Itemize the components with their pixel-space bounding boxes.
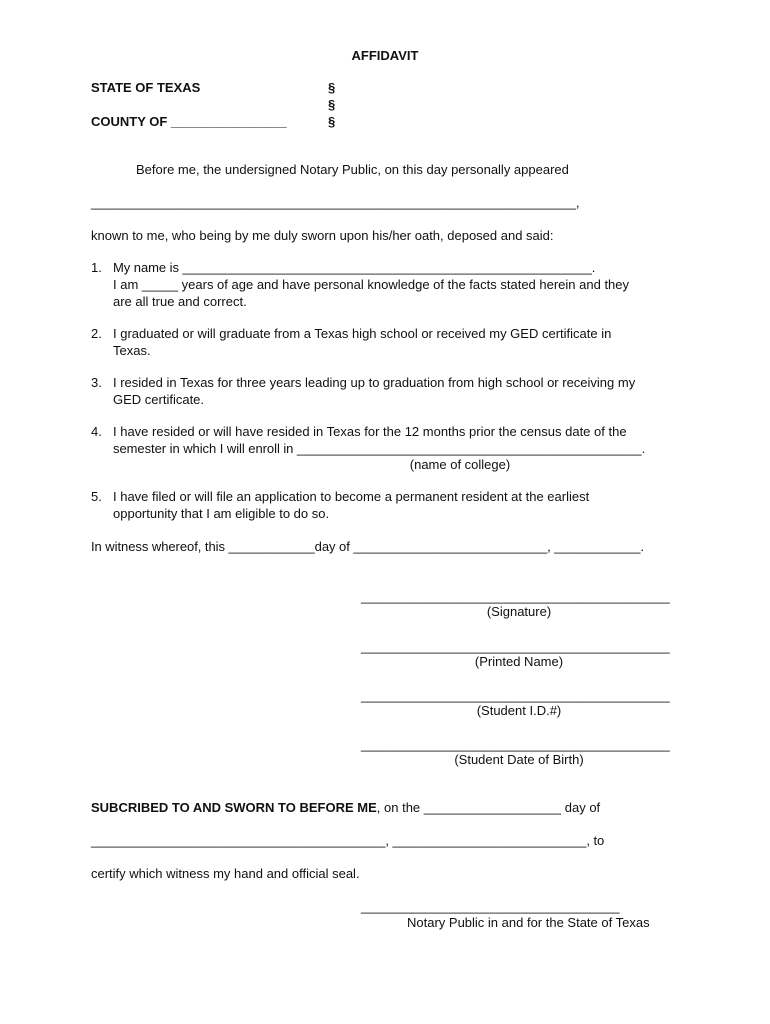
sworn-heading: SUBCRIBED TO AND SWORN TO BEFORE ME <box>91 800 377 815</box>
printed-name-line: ___________________________________________ <box>361 639 670 654</box>
sworn-line <box>91 800 600 816</box>
item-line: GED certificate. <box>113 392 205 407</box>
item-number: 5. <box>91 489 102 504</box>
printed-name-caption: (Printed Name) <box>474 654 564 669</box>
sworn-date-line: _________________________________________, ___________________________, to <box>91 833 605 848</box>
state-label: STATE OF TEXAS <box>91 80 201 95</box>
item-line: opportunity that I am eligible to do so. <box>113 506 330 521</box>
item-line: I am _____ years of age and have personal knowledge of the facts stated herein and they <box>113 277 630 292</box>
signature-line: ___________________________________________ <box>361 589 670 604</box>
item-line: Texas. <box>113 343 151 358</box>
item-line: I have resided or will have resided in Texas for the 12 months prior the census date of the <box>113 424 627 439</box>
item-number: 1. <box>91 260 102 275</box>
item-line: I have filed or will file an application to become a permanent resident at the earliest <box>113 489 590 504</box>
item-number: 3. <box>91 375 102 390</box>
student-id-line: ___________________________________________ <box>361 688 670 703</box>
student-id-caption: (Student I.D.#) <box>476 703 562 718</box>
section-mark: § <box>328 80 336 95</box>
document-title: AFFIDAVIT <box>351 48 419 63</box>
item-line: My name is _________________________________________________________. <box>113 260 596 275</box>
section-mark: § <box>328 97 336 112</box>
item-line: I resided in Texas for three years leading up to graduation from high school or receiving my <box>113 375 636 390</box>
college-caption: (name of college) <box>409 457 511 472</box>
birth-date-line: ___________________________________________ <box>361 737 670 752</box>
item-line: are all true and correct. <box>113 294 247 309</box>
birth-date-caption: (Student Date of Birth) <box>454 752 584 767</box>
section-mark: § <box>328 114 336 129</box>
item-line: semester in which I will enroll in ________________________________________________. <box>113 441 646 456</box>
notary-caption: Notary Public in and for the State of Texas <box>407 915 650 930</box>
oath-line: known to me, who being by me duly sworn upon his/her oath, deposed and said: <box>91 228 554 243</box>
item-number: 2. <box>91 326 102 341</box>
notary-signature-line: ____________________________________ <box>361 899 620 914</box>
item-number: 4. <box>91 424 102 439</box>
signature-caption: (Signature) <box>486 604 552 619</box>
witness-line: In witness whereof, this ____________day of ___________________________, ____________. <box>91 539 645 554</box>
county-field: COUNTY OF ________________ <box>91 114 287 129</box>
intro-line: Before me, the undersigned Notary Public, on this day personally appeared <box>136 162 569 177</box>
item-line: I graduated or will graduate from a Texas high school or received my GED certificate in <box>113 326 612 341</box>
appearing-name-blank: ____________________________________________________________________, <box>91 195 580 210</box>
certify-line: certify which witness my hand and official seal. <box>91 866 360 881</box>
sworn-date-blank: , on the ___________________ day of <box>376 800 601 815</box>
